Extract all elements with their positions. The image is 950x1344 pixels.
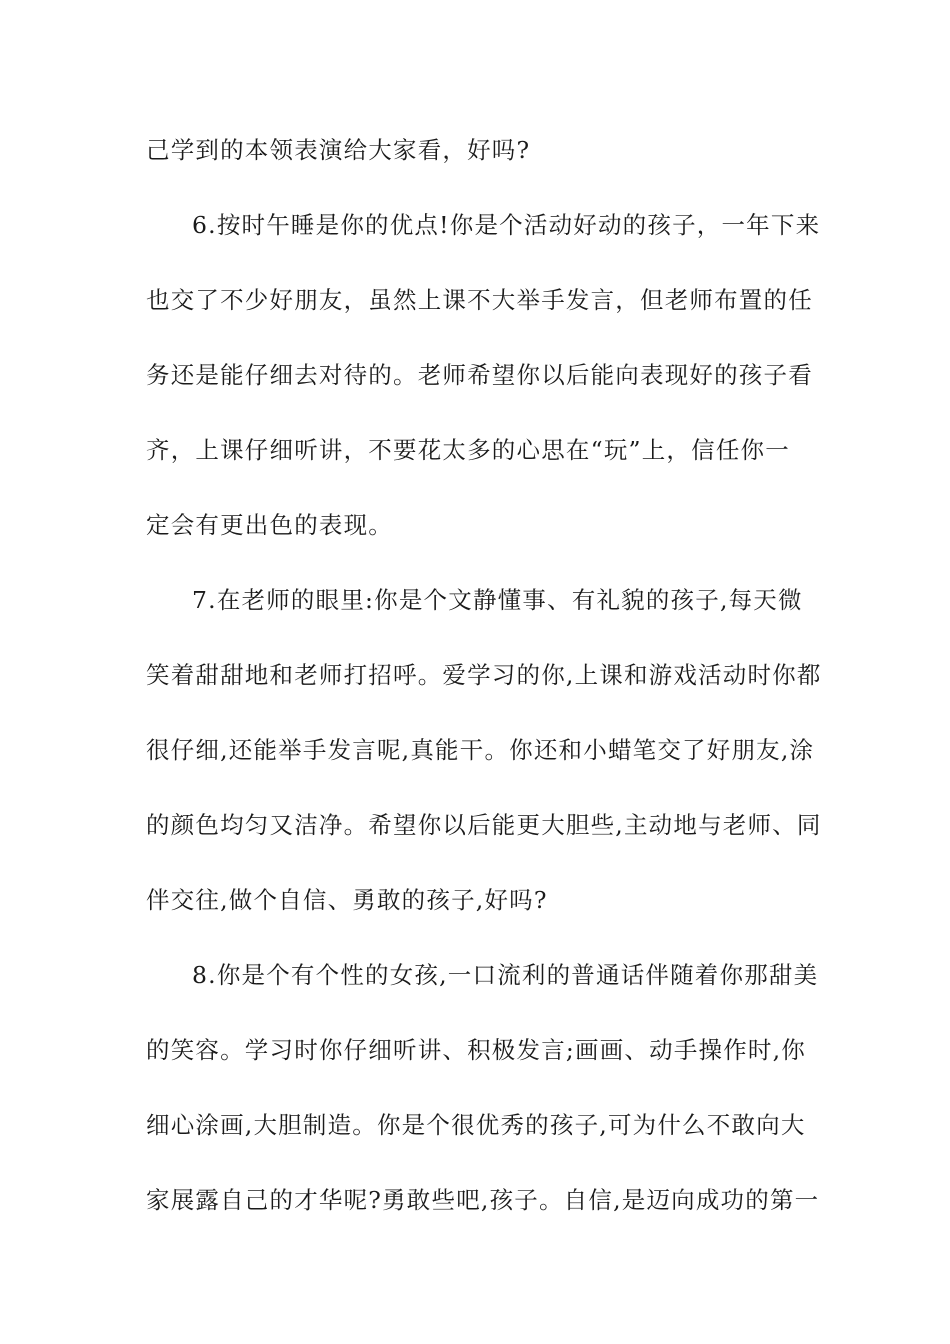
text-line: 齐，上课仔细听讲，不要花太多的心思在“玩”上，信任你一 [146,436,790,464]
text-line: 己学到的本领表演给大家看，好吗? [146,136,531,164]
text-line: 细心涂画,大胆制造。你是个很优秀的孩子,可为什么不敢向大 [146,1111,806,1139]
text-line: 定会有更出色的表现。 [146,511,393,539]
text-line: 很仔细,还能举手发言呢,真能干。你还和小蜡笔交了好朋友,涂 [146,736,815,764]
text-line: 务还是能仔细去对待的。老师希望你以后能向表现好的孩子看 [146,361,813,389]
text-line: 的笑容。学习时你仔细听讲、积极发言;画画、动手操作时,你 [146,1036,806,1064]
text-line: 也交了不少好朋友，虽然上课不大举手发言，但老师布置的任 [146,286,813,314]
paragraph-8-start: 8.你是个有个性的女孩,一口流利的普通话伴随着你那甜美 [192,961,819,989]
text-line: 笑着甜甜地和老师打招呼。爱学习的你,上课和游戏活动时你都 [146,661,822,689]
text-line: 伴交往,做个自信、勇敢的孩子,好吗? [146,886,548,914]
paragraph-6-start: 6.按时午睡是你的优点!你是个活动好动的孩子，一年下来 [192,211,821,239]
text-line: 家展露自己的才华呢?勇敢些吧,孩子。自信,是迈向成功的第一 [146,1186,820,1214]
paragraph-7-start: 7.在老师的眼里:你是个文静懂事、有礼貌的孩子,每天微 [192,586,803,614]
text-line: 的颜色均匀又洁净。希望你以后能更大胆些,主动地与老师、同 [146,811,822,839]
